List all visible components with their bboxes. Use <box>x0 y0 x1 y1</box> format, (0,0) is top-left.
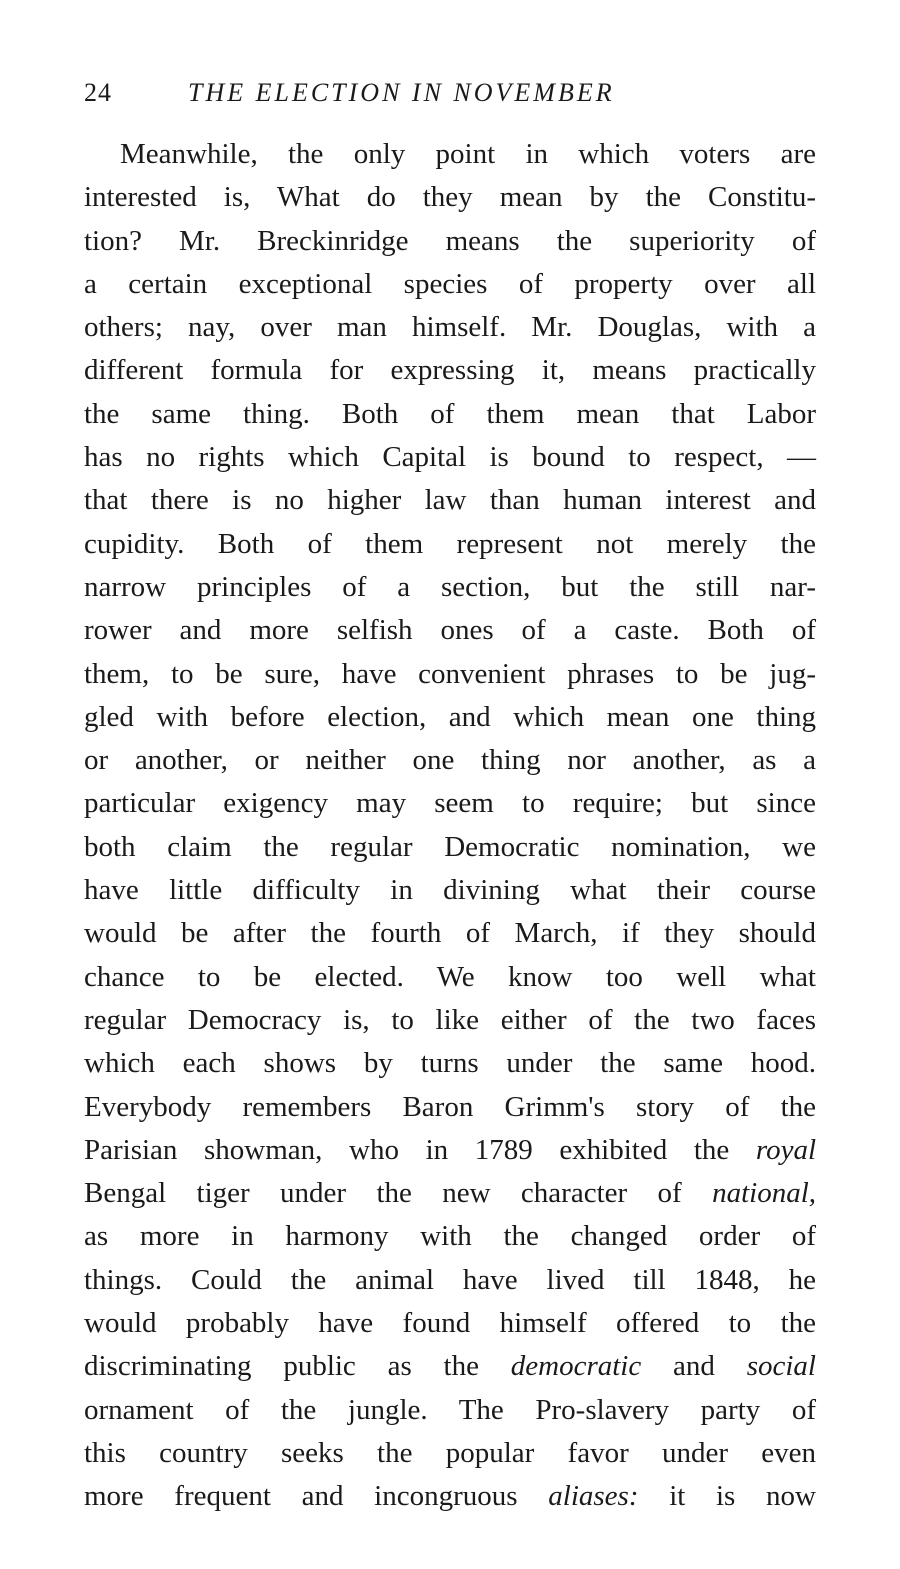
text-run: more frequent and incongruous <box>84 1480 549 1513</box>
text-line: a certain exceptional species of property over all <box>84 267 816 300</box>
text-line: that there is no higher law than human interest and <box>84 484 816 517</box>
text-line: interested is, What do they mean by the Constitu- <box>84 181 816 214</box>
text-line: both claim the regular Democratic nomination, we <box>84 830 816 863</box>
text-line: has no rights which Capital is bound to respect, — <box>84 441 816 474</box>
body-text <box>84 133 816 1519</box>
italic-run: social <box>746 1350 816 1383</box>
text-line: tion? Mr. Breckinridge means the superiority of <box>84 224 816 257</box>
italic-run: national, <box>712 1177 816 1210</box>
text-line: would be after the fourth of March, if they should <box>84 917 816 950</box>
text-run: it is now <box>638 1480 816 1513</box>
text-line: others; nay, over man himself. Mr. Douglas, with a <box>84 311 816 344</box>
text-line: them, to be sure, have convenient phrases to be jug- <box>84 657 816 690</box>
text-line: ornament of the jungle. The Pro-slavery party of <box>84 1393 816 1426</box>
text-line: which each shows by turns under the same hood. <box>84 1047 816 1080</box>
text-line: have little difficulty in divining what their course <box>84 874 816 907</box>
text-line: particular exigency may seem to require; but since <box>84 787 816 820</box>
text-run: Parisian showman, who in 1789 exhibited the <box>84 1133 756 1166</box>
italic-run: aliases: <box>548 1480 639 1513</box>
text-line-mixed <box>84 1345 816 1388</box>
text-line: this country seeks the popular favor under even <box>84 1436 816 1469</box>
text-line: different formula for expressing it, means practically <box>84 354 816 387</box>
text-line: things. Could the animal have lived till 1848, he <box>84 1263 816 1296</box>
running-title: THE ELECTION IN NOVEMBER <box>188 78 615 107</box>
text-line: gled with before election, and which mean one thing <box>84 700 816 733</box>
text-line: or another, or neither one thing nor another, as a <box>84 744 816 777</box>
text-line: as more in harmony with the changed order of <box>84 1220 816 1253</box>
text-line: cupidity. Both of them represent not merely the <box>84 527 816 560</box>
text-line: rower and more selfish ones of a caste. Both of <box>84 614 816 647</box>
text-run: discriminating public as the <box>84 1350 511 1383</box>
running-head <box>84 78 824 114</box>
italic-run: royal <box>755 1133 816 1166</box>
text-line: narrow principles of a section, but the still nar- <box>84 570 816 603</box>
text-line: the same thing. Both of them mean that Labor <box>84 397 816 430</box>
text-line: regular Democracy is, to like either of the two faces <box>84 1003 816 1036</box>
page-number: 24 <box>84 78 112 107</box>
text-line-mixed <box>84 1475 816 1518</box>
text-line: Everybody remembers Baron Grimm's story of the <box>84 1090 816 1123</box>
italic-run: democratic <box>510 1350 642 1383</box>
text-line-mixed <box>84 1172 816 1215</box>
text-line: Meanwhile, the only point in which voters are <box>120 138 816 170</box>
text-line: would probably have found himself offered to the <box>84 1307 816 1340</box>
text-run: Bengal tiger under the new character of <box>84 1177 713 1210</box>
text-run: and <box>641 1350 747 1383</box>
text-line-mixed <box>84 1129 816 1172</box>
text-line: chance to be elected. We know too well what <box>84 960 816 993</box>
